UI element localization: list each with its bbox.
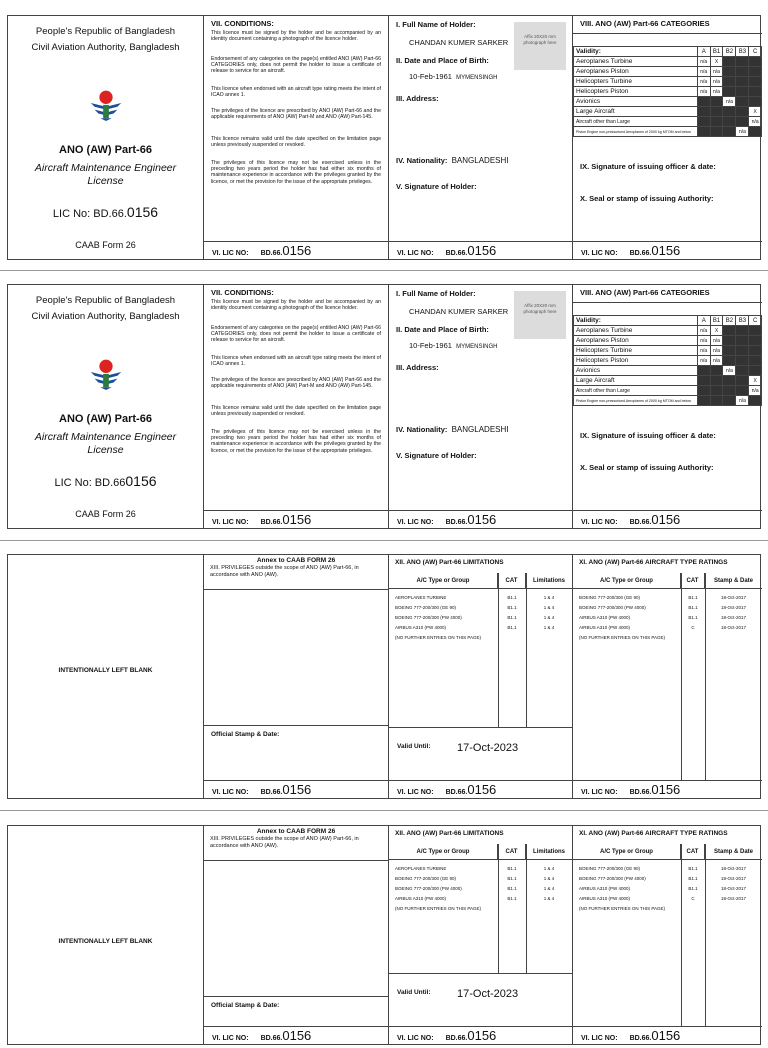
- category-row: Piston Engine non-pressurised Aeroplanes of 2000 kg MTOM and below n/a: [574, 396, 762, 406]
- category-cell: n/a: [736, 127, 749, 137]
- limitation-row: (NO FURTHER ENTRIES ON THIS PAGE): [395, 906, 482, 911]
- category-cell: [710, 117, 723, 127]
- category-row: Aircraft other than Large n/a: [574, 117, 762, 127]
- categories-table: [573, 315, 762, 406]
- category-cell: n/a: [749, 117, 762, 127]
- conditions-heading: VII. CONDITIONS:: [211, 288, 274, 297]
- category-cell: n/a: [710, 356, 723, 366]
- rating-row: AIRBUS A310 (PW 4000) C 18-Oct-2017: [579, 625, 746, 630]
- category-cell: [697, 366, 710, 376]
- category-row: Aeroplanes Piston n/a n/a: [574, 67, 762, 77]
- category-cell: n/a: [697, 356, 710, 366]
- name-label: I. Full Name of Holder:: [396, 20, 476, 29]
- caab-emblem-icon: [87, 84, 125, 122]
- category-cell: [749, 87, 762, 97]
- category-cell: [736, 97, 749, 107]
- limitation-row: BOEING 777-200/300 (GE 90) B1.1 1 & 4: [395, 876, 555, 881]
- condition-4: The privileges of the licence are prescribed by ANO (AW) Part-66 and the applicable requirements of ANO (AW) Part-M and ANO (AW) Part-145.: [211, 108, 381, 121]
- authority-name: Civil Aviation Authority, Bangladesh: [31, 42, 180, 53]
- lic-footer: VI. LIC NO: BD.66.0156: [389, 1026, 572, 1044]
- valid-until-label: Valid Until:: [397, 743, 431, 750]
- license-title: Aircraft Maintenance Engineer License: [34, 431, 177, 456]
- category-row: Helicopters Turbine n/a n/a: [574, 77, 762, 87]
- category-cell: n/a: [697, 336, 710, 346]
- category-cell: [736, 57, 749, 67]
- ratings-header: A/C Type or Group CAT Stamp & Date: [573, 844, 762, 860]
- category-cell: [736, 87, 749, 97]
- category-cell: [723, 67, 736, 77]
- valid-until-label: Valid Until:: [397, 989, 431, 996]
- category-col-3: B3: [736, 47, 749, 57]
- category-cell: [749, 127, 762, 137]
- condition-4: The privileges of the licence are prescribed by ANO (AW) Part-66 and the applicable requirements of ANO (AW) Part-M and ANO (AW) Part-145.: [211, 377, 381, 390]
- category-cell: [710, 396, 723, 406]
- ratings-heading: XI. ANO (AW) Part-66 AIRCRAFT TYPE RATINGS: [579, 559, 728, 566]
- category-cell: n/a: [710, 346, 723, 356]
- cover-column: [8, 16, 204, 259]
- ratings-rows: [573, 593, 762, 643]
- licence-card-1: [7, 15, 761, 260]
- limitation-row: BOEING 777-200/300 (PW 4000) B1.1 1 & 4: [395, 615, 555, 620]
- limitation-row: (NO FURTHER ENTRIES ON THIS PAGE): [395, 635, 482, 640]
- ratings-heading: XI. ANO (AW) Part-66 AIRCRAFT TYPE RATINGS: [579, 830, 728, 837]
- annex-title: Annex to CAAB FORM 26: [256, 828, 336, 835]
- lic-footer: VI. LIC NO: BD.66.0156: [204, 780, 388, 798]
- category-row: Piston Engine non-pressurised Aeroplanes of 2000 kg MTOM and below n/a: [574, 127, 762, 137]
- part-title: ANO (AW) Part-66: [59, 413, 152, 425]
- category-col-3: B3: [736, 316, 749, 326]
- nationality-line: IV. Nationality: BANGLADESHI: [396, 425, 509, 434]
- categories-heading: VIII. ANO (AW) Part-66 CATEGORIES: [580, 288, 710, 297]
- cover-column: [8, 285, 204, 528]
- category-cell: [736, 386, 749, 396]
- category-cell: [723, 107, 736, 117]
- license-title: Aircraft Maintenance Engineer License: [34, 162, 177, 187]
- form-number: CAAB Form 26: [75, 240, 136, 250]
- address-label: III. Address:: [396, 363, 439, 372]
- category-cell: [710, 376, 723, 386]
- category-cell: [697, 386, 710, 396]
- country-name: People's Republic of Bangladesh: [35, 295, 176, 306]
- ratings-header: A/C Type or Group CAT Stamp & Date: [573, 573, 762, 589]
- category-cell: [749, 67, 762, 77]
- validity-label: Validity:: [574, 47, 698, 57]
- part-title: ANO (AW) Part-66: [59, 144, 152, 156]
- category-cell: [749, 346, 762, 356]
- condition-3: This licence when endorsed with an aircraft type rating meets the intent of ICAO annex 1.: [211, 86, 381, 99]
- limitations-heading: XII. ANO (AW) Part-66 LIMITATIONS: [395, 830, 504, 837]
- category-col-2: B2: [723, 47, 736, 57]
- conditions-column: [204, 16, 389, 259]
- category-row: Aircraft other than Large n/a: [574, 386, 762, 396]
- lic-footer: VI. LIC NO: BD.66.0156: [204, 1026, 388, 1044]
- category-cell: X: [749, 376, 762, 386]
- rating-row: BOEING 777-200/300 (GE 90) B1.1 18-Oct-2017: [579, 595, 746, 600]
- category-cell: [749, 57, 762, 67]
- category-cell: X: [710, 57, 723, 67]
- category-cell: n/a: [710, 67, 723, 77]
- address-label: III. Address:: [396, 94, 439, 103]
- rating-row: (NO FURTHER ENTRIES ON THIS PAGE): [579, 635, 666, 640]
- category-cell: [736, 67, 749, 77]
- category-col-1: B1: [710, 47, 723, 57]
- conditions-column: [204, 285, 389, 528]
- condition-5: This licence remains valid until the date specified on the limitation page unless previously suspended or revoked.: [211, 136, 381, 149]
- category-cell: [723, 396, 736, 406]
- category-col-4: C: [749, 316, 762, 326]
- annex-card-2: [7, 825, 761, 1045]
- holder-column: [389, 285, 573, 528]
- category-cell: [710, 127, 723, 137]
- validity-label: Validity:: [574, 316, 698, 326]
- category-cell: [736, 336, 749, 346]
- condition-6: The privileges of this licence may not be exercised unless in the preceding two years period the holder has had either six months of maintenance experience in accordance with the privileges granted by the licence, or met the provision for the issue of the appropriate privileges.: [211, 429, 381, 454]
- category-cell: [749, 356, 762, 366]
- categories-table: [573, 46, 762, 137]
- category-cell: [710, 97, 723, 107]
- category-cell: n/a: [749, 386, 762, 396]
- category-cell: n/a: [697, 87, 710, 97]
- annex-column: [204, 826, 389, 1044]
- licence-card-2: [7, 284, 761, 529]
- condition-3: This licence when endorsed with an aircraft type rating meets the intent of ICAO annex 1.: [211, 355, 381, 368]
- conditions-heading: VII. CONDITIONS:: [211, 19, 274, 28]
- category-col-1: B1: [710, 316, 723, 326]
- category-cell: [697, 107, 710, 117]
- category-cell: n/a: [710, 87, 723, 97]
- rating-row: BOEING 777-200/300 (GE 90) B1.1 18-Oct-2017: [579, 866, 746, 871]
- limitations-header: A/C Type or Group CAT Limitations: [389, 844, 572, 860]
- seal-label: X. Seal or stamp of issuing Authority:: [580, 194, 714, 203]
- rating-row: BOEING 777-200/300 (PW 4000) B1.1 18-Oct-2017: [579, 605, 746, 610]
- categories-column: [573, 285, 762, 528]
- official-stamp-label: Official Stamp & Date:: [211, 731, 280, 738]
- official-stamp-label: Official Stamp & Date:: [211, 1002, 280, 1009]
- category-row: Aeroplanes Turbine n/a X: [574, 326, 762, 336]
- category-cell: [697, 117, 710, 127]
- category-cell: [723, 386, 736, 396]
- lic-footer: VI. LIC NO: BD.66.0156: [389, 780, 572, 798]
- limitations-rows: [389, 864, 572, 914]
- categories-column: [573, 16, 762, 259]
- nationality-line: IV. Nationality: BANGLADESHI: [396, 156, 509, 165]
- limitation-row: AIRBUS A310 (PW 4000) B1.1 1 & 4: [395, 896, 555, 901]
- category-cell: X: [710, 326, 723, 336]
- blank-text: INTENTIONALLY LEFT BLANK: [58, 938, 153, 945]
- limitation-row: BOEING 777-200/300 (GE 90) B1.1 1 & 4: [395, 605, 555, 610]
- category-cell: [697, 97, 710, 107]
- condition-1: This licence must be signed by the holder and be accompanied by an identity document containing a photograph of the licence holder.: [211, 30, 381, 43]
- category-cell: [736, 107, 749, 117]
- category-cell: [723, 336, 736, 346]
- limitations-header: A/C Type or Group CAT Limitations: [389, 573, 572, 589]
- holder-name: CHANDAN KUMER SARKER: [409, 38, 509, 47]
- dob-value: 10-Feb-1961 MYMENSINGH: [409, 341, 498, 350]
- category-row: Avionics n/a: [574, 97, 762, 107]
- category-cell: n/a: [710, 77, 723, 87]
- limitations-column: [389, 555, 573, 798]
- ratings-rows: [573, 864, 762, 914]
- privileges-text: XIII. PRIVILEGES outside the scope of ANO (AW) Part-66, in accordance with ANO (AW).: [210, 565, 359, 578]
- category-cell: [723, 57, 736, 67]
- condition-6: The privileges of this licence may not be exercised unless in the preceding two years period the holder has had either six months of maintenance experience in accordance with the privileges granted by the licence, or met the provision for the issue of the appropriate privileges.: [211, 160, 381, 185]
- holder-name: CHANDAN KUMER SARKER: [409, 307, 509, 316]
- category-cell: n/a: [697, 67, 710, 77]
- ratings-column: [573, 826, 762, 1044]
- dob-value: 10-Feb-1961 MYMENSINGH: [409, 72, 498, 81]
- category-cell: [749, 396, 762, 406]
- category-cell: [710, 107, 723, 117]
- category-cell: [736, 346, 749, 356]
- category-cell: [736, 376, 749, 386]
- category-col-0: A: [697, 47, 710, 57]
- authority-name: Civil Aviation Authority, Bangladesh: [31, 311, 180, 322]
- condition-5: This licence remains valid until the date specified on the limitation page unless previously suspended or revoked.: [211, 405, 381, 418]
- category-cell: [736, 77, 749, 87]
- category-cell: [749, 326, 762, 336]
- condition-2: Endorsement of any categories on the page(s) entitled ANO (AW) Part-66 CATEGORIES only, does not permit the holder to issue a certificate of release to service for an aircraft.: [211, 56, 381, 75]
- photo-placeholder: Affix 20X20 mm photograph here: [514, 291, 566, 339]
- rating-row: AIRBUS A310 (PW 4000) B1.1 18-Oct-2017: [579, 886, 746, 891]
- category-cell: [749, 366, 762, 376]
- category-cell: [736, 326, 749, 336]
- rating-row: BOEING 777-200/300 (PW 4000) B1.1 18-Oct-2017: [579, 876, 746, 881]
- caab-emblem-icon: [87, 353, 125, 391]
- blank-column: [8, 826, 204, 1044]
- limitation-row: AEROPLANES TURBINE B1.1 1 & 4: [395, 595, 555, 600]
- limitations-heading: XII. ANO (AW) Part-66 LIMITATIONS: [395, 559, 504, 566]
- category-row: Helicopters Turbine n/a n/a: [574, 346, 762, 356]
- cover-lic-no: LIC No: BD.66.0156: [52, 204, 159, 220]
- category-cell: [736, 366, 749, 376]
- categories-heading: VIII. ANO (AW) Part-66 CATEGORIES: [580, 19, 710, 28]
- category-cell: [697, 127, 710, 137]
- name-label: I. Full Name of Holder:: [396, 289, 476, 298]
- category-cell: [697, 396, 710, 406]
- annex-column: [204, 555, 389, 798]
- category-cell: n/a: [736, 396, 749, 406]
- annex-card-1: [7, 554, 761, 799]
- photo-placeholder: Affix 20X20 mm photograph here: [514, 22, 566, 70]
- country-name: People's Republic of Bangladesh: [35, 26, 176, 37]
- category-cell: [723, 326, 736, 336]
- lic-footer: VI. LIC NO: BD.66.0156: [573, 1026, 762, 1044]
- rating-row: AIRBUS A310 (PW 4000) B1.1 18-Oct-2017: [579, 615, 746, 620]
- privileges-text: XIII. PRIVILEGES outside the scope of ANO (AW) Part-66, in accordance with ANO (AW).: [210, 836, 359, 849]
- holder-column: [389, 16, 573, 259]
- category-cell: X: [749, 107, 762, 117]
- issuing-signature-label: IX. Signature of issuing officer & date:: [580, 431, 716, 440]
- limitation-row: BOEING 777-200/300 (PW 4000) B1.1 1 & 4: [395, 886, 555, 891]
- lic-footer: VI. LIC NO: BD.66.0156: [204, 510, 388, 528]
- category-cell: [723, 117, 736, 127]
- category-row: Large Aircraft X: [574, 107, 762, 117]
- blank-text: INTENTIONALLY LEFT BLANK: [58, 667, 153, 674]
- category-cell: [749, 336, 762, 346]
- category-row: Helicopters Piston n/a n/a: [574, 87, 762, 97]
- issuing-signature-label: IX. Signature of issuing officer & date:: [580, 162, 716, 171]
- limitations-rows: [389, 593, 572, 643]
- category-cell: n/a: [710, 336, 723, 346]
- form-number: CAAB Form 26: [75, 509, 136, 519]
- category-cell: [710, 366, 723, 376]
- category-cell: n/a: [697, 77, 710, 87]
- lic-footer: VI. LIC NO: BD.66.0156: [573, 241, 762, 259]
- category-cell: [710, 386, 723, 396]
- category-row: Helicopters Piston n/a n/a: [574, 356, 762, 366]
- limitation-row: AIRBUS A310 (PW 4000) B1.1 1 & 4: [395, 625, 555, 630]
- category-cell: [723, 77, 736, 87]
- category-col-4: C: [749, 47, 762, 57]
- valid-until-value: 17-Oct-2023: [457, 742, 519, 754]
- category-col-0: A: [697, 316, 710, 326]
- lic-footer: VI. LIC NO: BD.66.0156: [573, 510, 762, 528]
- category-cell: [723, 356, 736, 366]
- lic-footer: VI. LIC NO: BD.66.0156: [389, 510, 572, 528]
- signature-label: V. Signature of Holder:: [396, 451, 477, 460]
- category-cell: [723, 346, 736, 356]
- category-cell: [723, 127, 736, 137]
- ratings-column: [573, 555, 762, 798]
- condition-1: This licence must be signed by the holder and be accompanied by an identity document containing a photograph of the licence holder.: [211, 299, 381, 312]
- limitation-row: AEROPLANES TURBINE B1.1 1 & 4: [395, 866, 555, 871]
- category-cell: [736, 356, 749, 366]
- category-cell: [723, 87, 736, 97]
- lic-footer: VI. LIC NO: BD.66.0156: [204, 241, 388, 259]
- category-row: Aeroplanes Piston n/a n/a: [574, 336, 762, 346]
- category-cell: n/a: [723, 366, 736, 376]
- category-row: Avionics n/a: [574, 366, 762, 376]
- lic-footer: VI. LIC NO: BD.66.0156: [389, 241, 572, 259]
- cover-lic-no: LIC No: BD.660156: [54, 473, 157, 489]
- rating-row: AIRBUS A310 (PW 4000) C 18-Oct-2017: [579, 896, 746, 901]
- dob-label: II. Date and Place of Birth:: [396, 325, 489, 334]
- category-cell: [749, 97, 762, 107]
- valid-until-value: 17-Oct-2023: [457, 988, 519, 1000]
- rating-row: (NO FURTHER ENTRIES ON THIS PAGE): [579, 906, 666, 911]
- category-row: Large Aircraft X: [574, 376, 762, 386]
- blank-column: [8, 555, 204, 798]
- lic-footer: VI. LIC NO: BD.66.0156: [573, 780, 762, 798]
- category-cell: n/a: [697, 346, 710, 356]
- condition-2: Endorsement of any categories on the page(s) entitled ANO (AW) Part-66 CATEGORIES only, does not permit the holder to issue a certificate of release to service for an aircraft.: [211, 325, 381, 344]
- dob-label: II. Date and Place of Birth:: [396, 56, 489, 65]
- category-cell: n/a: [697, 57, 710, 67]
- category-cell: [723, 376, 736, 386]
- category-cell: [749, 77, 762, 87]
- category-row: Aeroplanes Turbine n/a X: [574, 57, 762, 67]
- category-cell: [736, 117, 749, 127]
- seal-label: X. Seal or stamp of issuing Authority:: [580, 463, 714, 472]
- limitations-column: [389, 826, 573, 1044]
- category-col-2: B2: [723, 316, 736, 326]
- annex-title: Annex to CAAB FORM 26: [256, 557, 336, 564]
- signature-label: V. Signature of Holder:: [396, 182, 477, 191]
- category-cell: n/a: [697, 326, 710, 336]
- category-cell: [697, 376, 710, 386]
- category-cell: n/a: [723, 97, 736, 107]
